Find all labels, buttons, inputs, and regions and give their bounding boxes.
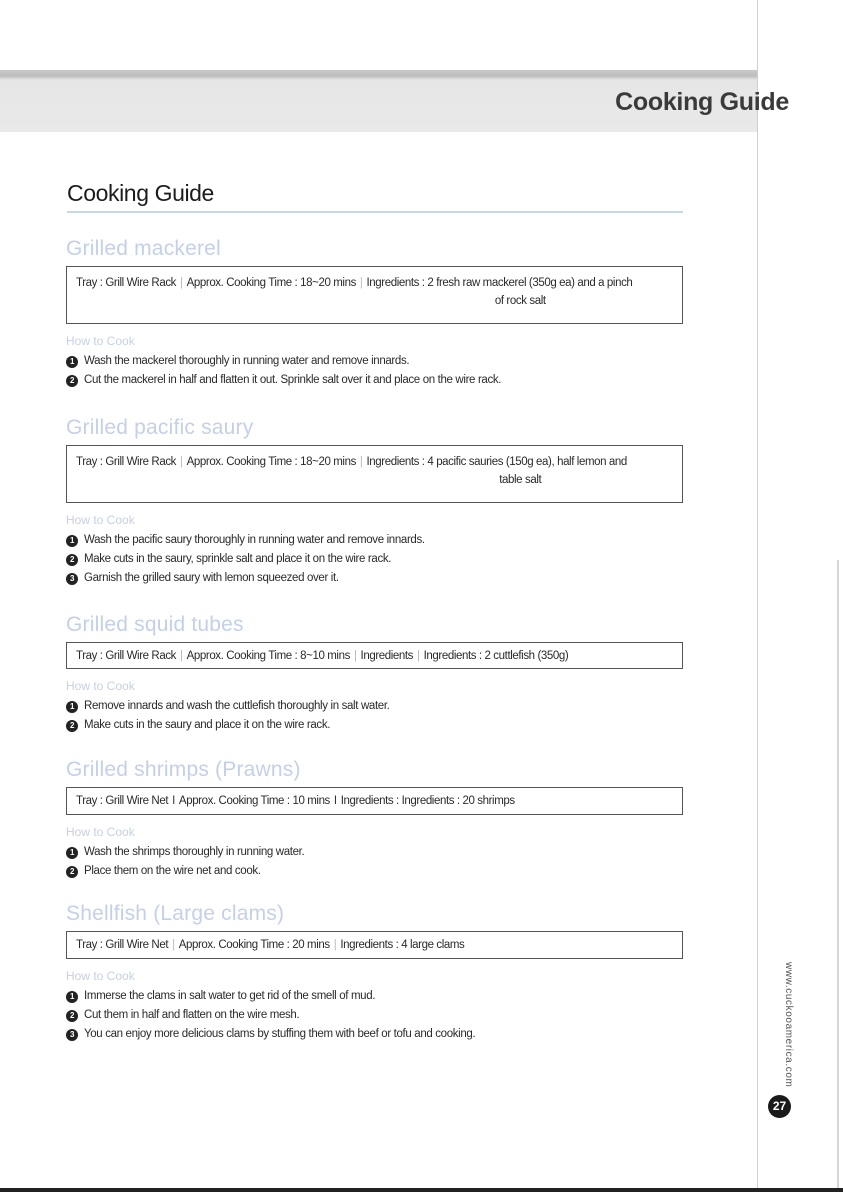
step-number-badge: 2 [66,554,78,566]
recipe-info-box [66,787,683,815]
recipe-info-box [66,445,683,503]
header-title: Cooking Guide [615,88,789,116]
step-text: Remove innards and wash the cuttlefish thoroughly in salt water. [84,700,390,712]
step-item [66,987,683,1006]
tray-label: Tray : Grill Wire Net [76,795,169,807]
step-text: Make cuts in the saury, sprinkle salt and place it on the wire rack. [84,553,392,565]
step-text: Garnish the grilled saury with lemon squeezed over it. [84,572,339,584]
section-divider [67,211,683,213]
cooking-time: Approx. Cooking Time : 18~20 mins [186,277,356,289]
section-title: Cooking Guide [67,180,214,206]
step-number-badge: 2 [66,866,78,878]
step-list [66,352,683,390]
tray-label: Tray : Grill Wire Rack [76,277,177,289]
step-item [66,550,683,569]
step-item [66,531,683,550]
step-text: Cut them in half and flatten on the wire mesh. [84,1009,300,1021]
recipe-grilled-mackerel [66,236,683,390]
recipe-title: Grilled pacific saury [66,416,254,439]
step-text: Wash the mackerel thoroughly in running water and remove innards. [84,355,410,367]
step-number-badge: 1 [66,847,78,859]
ingredients-continued: table salt [499,474,542,486]
step-item [66,1006,683,1025]
step-item [66,352,683,371]
recipe-grilled-squid-tubes [66,612,683,735]
step-number-badge: 3 [66,573,78,585]
step-item [66,1025,683,1044]
step-number-badge: 3 [66,1029,78,1041]
recipe-ingredients [367,453,674,497]
step-text: Wash the pacific saury thoroughly in running water and remove innards. [84,534,425,546]
recipe-title: Grilled mackerel [66,237,221,260]
recipe-title: Grilled squid tubes [66,613,244,636]
step-item [66,716,683,735]
ingredients-text: Ingredients : Ingredients : 20 shrimps [340,795,515,807]
step-number-badge: 1 [66,535,78,547]
step-number-badge: 1 [66,356,78,368]
recipe-info-box [66,266,683,324]
recipe-tray-time: Tray : Grill Wire Rack | Approx. Cooking Time : 8~10 mins | Ingredients | Ingredients : 2 cuttlefish (350g) [76,650,569,662]
step-item [66,569,683,588]
step-number-badge: 2 [66,375,78,387]
step-number-badge: 1 [66,701,78,713]
ingredients-detail: Ingredients : 2 cuttlefish (350g) [423,650,569,662]
page-edge-line [757,0,758,1192]
step-number-badge: 2 [66,720,78,732]
step-text: Wash the shrimps thoroughly in running water. [84,846,305,858]
recipe-info-box [66,931,683,959]
recipe-grilled-pacific-saury [66,415,683,588]
step-list [66,697,683,735]
step-text: You can enjoy more delicious clams by stuffing them with beef or tofu and cooking. [84,1028,476,1040]
ingredients-text: Ingredients : 2 fresh raw mackerel (350g ea) and a pinch [366,277,633,289]
recipe-title: Grilled shrimps (Prawns) [66,758,301,781]
cooking-time: Approx. Cooking Time : 8~10 mins [186,650,350,662]
step-text: Immerse the clams in salt water to get rid of the smell of mud. [84,990,376,1002]
ingredients-text: Ingredients [360,650,414,662]
tray-label: Tray : Grill Wire Rack [76,650,177,662]
recipe-grilled-shrimps [66,757,683,881]
step-text: Make cuts in the saury and place it on the wire rack. [84,719,331,731]
cooking-time: Approx. Cooking Time : 20 mins [178,939,330,951]
step-list [66,843,683,881]
how-to-cook-label: How to Cook [66,513,135,527]
recipe-shellfish-large-clams [66,901,683,1044]
step-list [66,531,683,588]
page-bottom-border [0,1188,843,1192]
step-text: Cut the mackerel in half and flatten it out. Sprinkle salt over it and place on the wire rack. [84,374,502,386]
step-number-badge: 1 [66,991,78,1003]
step-text: Place them on the wire net and cook. [84,865,261,877]
recipe-tray-time: Tray : Grill Wire Rack | Approx. Cooking Time : 18~20 mins | [76,456,363,468]
step-item [66,843,683,862]
tray-label: Tray : Grill Wire Net [76,939,169,951]
ingredients-text: Ingredients : 4 large clams [340,939,465,951]
how-to-cook-label: How to Cook [66,334,135,348]
tray-label: Tray : Grill Wire Rack [76,456,177,468]
recipe-ingredients [367,274,674,318]
page-number-badge: 27 [768,1095,791,1118]
step-item [66,862,683,881]
how-to-cook-label: How to Cook [66,969,135,983]
cooking-time: Approx. Cooking Time : 10 mins [178,795,330,807]
ingredients-text: Ingredients : 4 pacific sauries (150g ea), half lemon and [366,456,627,468]
recipe-info-box [66,642,683,669]
step-list [66,987,683,1044]
recipe-tray-time: Tray : Grill Wire Net I Approx. Cooking Time : 10 mins I Ingredients : Ingredients : 20 shrimps [76,795,515,807]
how-to-cook-label: How to Cook [66,825,135,839]
step-number-badge: 2 [66,1010,78,1022]
website-url: www.cuckooamerica.com [783,962,794,1088]
page-edge-shadow [837,560,839,1192]
recipe-tray-time: Tray : Grill Wire Rack | Approx. Cooking Time : 18~20 mins | [76,277,363,289]
cooking-time: Approx. Cooking Time : 18~20 mins [186,456,356,468]
ingredients-continued: of rock salt [494,295,546,307]
recipe-tray-time: Tray : Grill Wire Net | Approx. Cooking Time : 20 mins | Ingredients : 4 large clams [76,939,465,951]
how-to-cook-label: How to Cook [66,679,135,693]
recipe-title: Shellfish (Large clams) [66,902,285,925]
step-item [66,697,683,716]
step-item [66,371,683,390]
